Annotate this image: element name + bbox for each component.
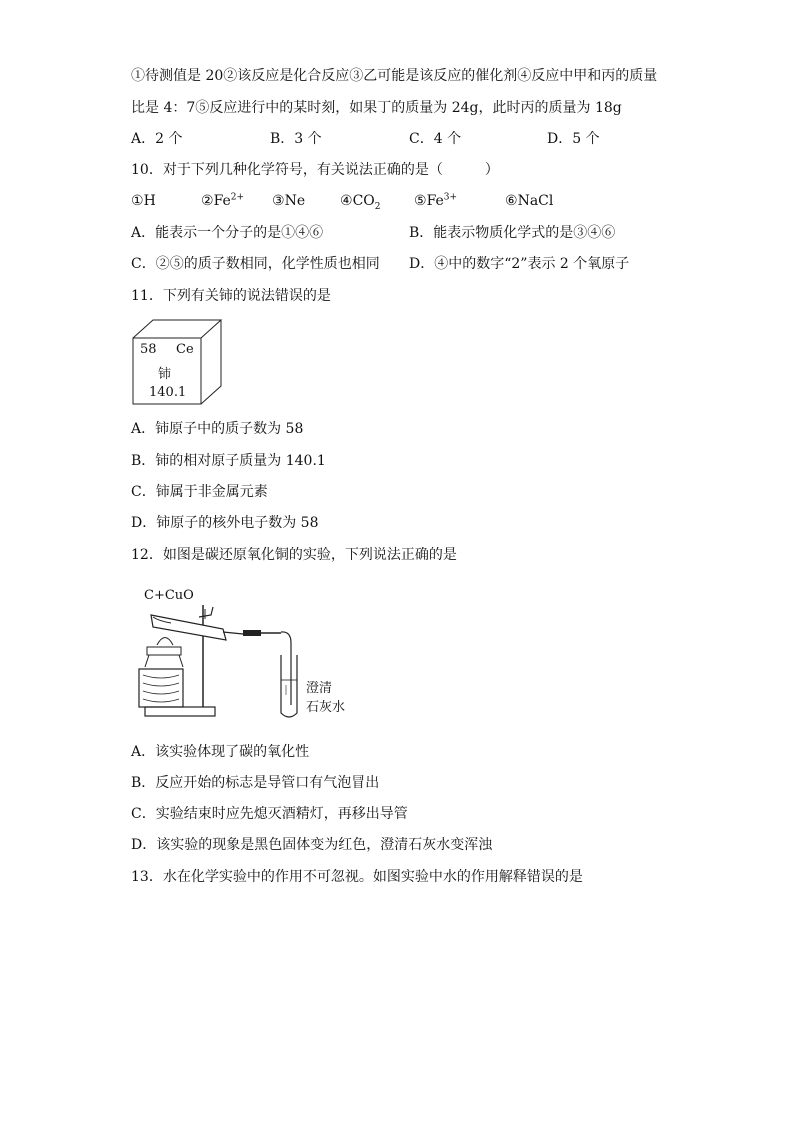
q10-option-c[interactable]: C．②⑤的质子数相同，化学性质也相同 [131, 256, 380, 272]
q13-stem: 13．水在化学实验中的作用不可忽视。如图实验中水的作用解释错误的是 [131, 869, 583, 885]
q10-option-d[interactable]: D．④中的数字“2”表示 2 个氧原子 [409, 256, 630, 272]
q10-symbol-3: ③Ne [272, 193, 306, 209]
atomic-number: 58 [140, 342, 157, 357]
q9-option-c[interactable]: C．4 个 [409, 131, 462, 147]
q10-option-b[interactable]: B．能表示物质化学式的是③④⑥ [409, 225, 616, 241]
element-name: 铈 [158, 367, 172, 382]
q11-option-b[interactable]: B．铈的相对原子质量为 140.1 [131, 453, 326, 469]
q9-option-b[interactable]: B．3 个 [270, 131, 322, 147]
reagent-label: C+CuO [144, 588, 194, 603]
q10-symbol-1: ①H [131, 193, 156, 209]
element-card-figure [131, 318, 226, 408]
element-symbol: Ce [176, 342, 194, 357]
q9-option-d[interactable]: D．5 个 [547, 131, 600, 147]
q12-option-c[interactable]: C．实验结束时应先熄灭酒精灯，再移出导管 [131, 806, 408, 822]
q11-stem: 11．下列有关铈的说法错误的是 [131, 288, 331, 304]
q10-stem: 10．对于下列几种化学符号，有关说法正确的是（ ） [131, 162, 499, 178]
q10-symbol-6: ⑥NaCl [505, 193, 554, 209]
q12-option-a[interactable]: A．该实验体现了碳的氧化性 [131, 744, 310, 760]
q10-symbol-2: $②Fe^{2+}$ [201, 192, 245, 209]
atomic-mass: 140.1 [149, 385, 187, 400]
q11-option-d[interactable]: D．铈原子的核外电子数为 58 [131, 515, 319, 531]
carbon-reduction-apparatus-figure [131, 585, 371, 725]
limewater-label-line-1: 澄清 [306, 681, 333, 696]
limewater-label-line-2: 石灰水 [306, 700, 346, 715]
q12-option-d[interactable]: D．该实验的现象是黑色固体变为红色，澄清石灰水变浑浊 [131, 837, 493, 853]
q10-symbol-5: $⑤Fe^{3+}$ [414, 192, 458, 209]
q9-statement-line-2: 比是 4：7⑤反应进行中的某时刻，如果丁的质量为 24g，此时丙的质量为 18g [131, 100, 622, 116]
q9-statement-line-1: ①待测值是 20②该反应是化合反应③乙可能是该反应的催化剂④反应中甲和丙的质量 [131, 68, 658, 84]
q12-stem: 12．如图是碳还原氧化铜的实验，下列说法正确的是 [131, 547, 457, 563]
q12-option-b[interactable]: B．反应开始的标志是导管口有气泡冒出 [131, 775, 380, 791]
q11-option-c[interactable]: C．铈属于非金属元素 [131, 484, 268, 500]
q9-option-a[interactable]: A．2 个 [131, 131, 183, 147]
q10-symbol-4: $④CO_2$ [340, 193, 381, 212]
q10-option-a[interactable]: A．能表示一个分子的是①④⑥ [131, 225, 324, 241]
q11-option-a[interactable]: A．铈原子中的质子数为 58 [131, 421, 304, 437]
